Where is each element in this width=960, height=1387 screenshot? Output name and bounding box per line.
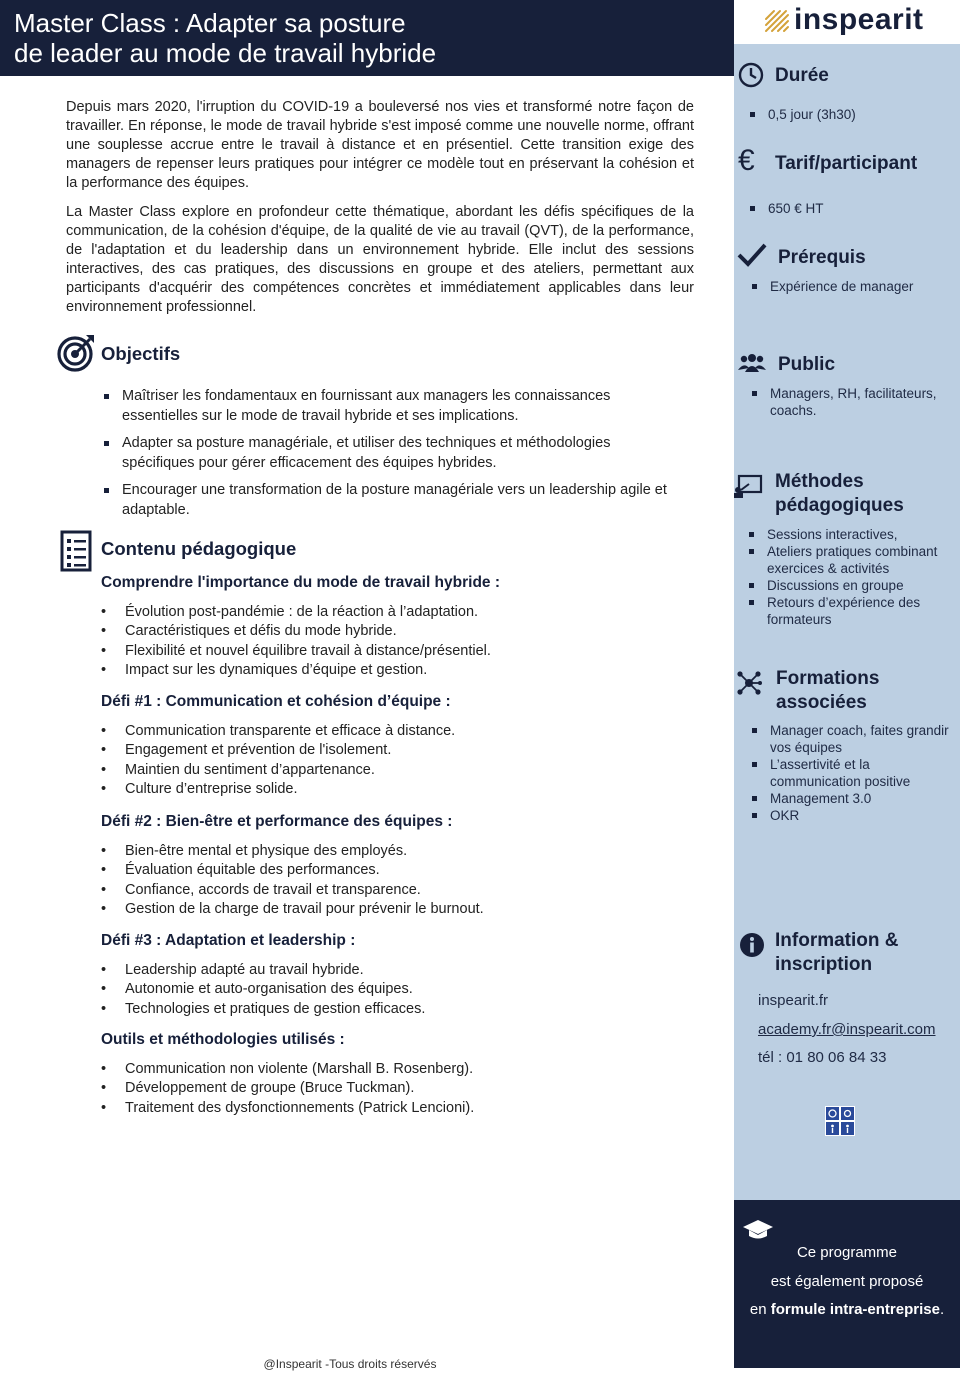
intra-line3	[734, 1301, 960, 1318]
list-item: • Culture d’entreprise solide.	[101, 780, 701, 799]
checklist-icon	[60, 530, 92, 572]
public-title: Public	[778, 354, 836, 375]
intra-line3-bold: formule intra-entreprise	[770, 1301, 940, 1318]
section-list	[101, 842, 701, 920]
info-icon	[739, 932, 765, 958]
list-item: • Autonomie et auto-organisation des équipes.	[101, 980, 701, 999]
list-item: Expérience de manager	[750, 278, 950, 295]
list-item: • Communication transparente et efficace à distance.	[101, 722, 701, 741]
tarif-title: Tarif/participant	[775, 153, 918, 174]
prerequis-list	[750, 278, 950, 295]
methodes-title-line2: pédagogiques	[775, 495, 904, 516]
methodes-title-line1: Méthodes	[775, 471, 864, 492]
list-item: • Engagement et prévention de l'isolement.	[101, 741, 701, 760]
section-title: Défi #2 : Bien-être et performance des équipes :	[101, 813, 453, 830]
teaching-board-icon	[733, 474, 763, 498]
duree-title: Durée	[775, 65, 829, 86]
public-list	[750, 385, 950, 419]
users-icon	[737, 354, 767, 374]
email-link[interactable]: academy.fr@inspearit.com	[758, 1021, 936, 1038]
list-item: Management 3.0	[750, 790, 950, 807]
section-list	[101, 603, 701, 681]
list-item: • Technologies et pratiques de gestion efficaces.	[101, 1000, 701, 1019]
list-item: 0,5 jour (3h30)	[748, 106, 948, 123]
intra-line2: est également proposé	[770, 1273, 924, 1290]
formations-title-line1: Formations	[776, 668, 880, 689]
list-item: Discussions en groupe	[747, 577, 957, 594]
page-title-line1: Master Class : Adapter sa posture	[14, 8, 406, 38]
list-item: Manager coach, faites grandir vos équipes	[750, 722, 950, 756]
list-item: • Caractéristiques et défis du mode hybride.	[101, 622, 701, 641]
tarif-list	[748, 200, 948, 217]
euro-icon: €	[738, 144, 755, 177]
list-item: • Maintien du sentiment d’appartenance.	[101, 761, 701, 780]
accessibility-icon	[825, 1106, 855, 1136]
duree-list	[748, 106, 948, 123]
list-item: • Évolution post-pandémie : de la réaction à l’adaptation.	[101, 603, 701, 622]
list-item: • Leadership adapté au travail hybride.	[101, 961, 701, 980]
intra-line1: Ce programme	[796, 1244, 898, 1261]
section-title: Outils et méthodologies utilisés :	[101, 1031, 345, 1048]
intra-entreprise-box	[734, 1200, 960, 1368]
list-item: • Développement de groupe (Bruce Tuckman).	[101, 1079, 701, 1098]
title-banner	[0, 0, 734, 76]
footer-copyright: @Inspearit -Tous droits réservés	[263, 1357, 437, 1371]
methodes-list	[747, 526, 957, 628]
graduation-cap-icon	[742, 1218, 774, 1240]
list-item: Maîtriser les fondamentaux en fournissant aux managers les connaissances essentielles sur le mode de travail hybride et ses implications.	[102, 387, 672, 426]
list-item: Encourager une transformation de la posture managériale vers un leadership agile et adaptable.	[102, 481, 672, 520]
section-title: Défi #3 : Adaptation et leadership :	[101, 932, 356, 949]
list-item: Retours d’expérience des formateurs	[747, 594, 957, 628]
checkmark-icon	[736, 242, 768, 268]
network-icon	[736, 670, 762, 696]
list-item: • Communication non violente (Marshall B. Rosenberg).	[101, 1060, 701, 1079]
formations-list	[750, 722, 950, 824]
section-title: Défi #1 : Communication et cohésion d’équipe :	[101, 693, 451, 710]
list-item: Sessions interactives,	[747, 526, 957, 543]
list-item: Ateliers pratiques combinant exercices & activités	[747, 543, 957, 577]
clock-icon	[738, 62, 764, 88]
list-item: • Flexibilité et nouvel équilibre travail à distance/présentiel.	[101, 642, 701, 661]
info-title-line1: Information &	[775, 930, 899, 951]
list-item: 650 € HT	[748, 200, 948, 217]
list-item: • Confiance, accords de travail et transparence.	[101, 881, 701, 900]
list-item: • Traitement des dysfonctionnements (Patrick Lencioni).	[101, 1099, 701, 1118]
section-list	[101, 961, 701, 1019]
target-icon	[56, 333, 96, 373]
list-item: L’assertivité et la communication positive	[750, 756, 950, 790]
list-item: OKR	[750, 807, 950, 824]
list-item: • Gestion de la charge de travail pour prévenir le burnout.	[101, 900, 701, 919]
intra-line3-suffix: .	[939, 1301, 945, 1318]
list-item: Managers, RH, facilitateurs, coachs.	[750, 385, 950, 419]
inspearit-logo-icon	[764, 9, 790, 33]
objectifs-title: Objectifs	[101, 343, 181, 364]
prerequis-title: Prérequis	[778, 247, 866, 268]
list-item: Adapter sa posture managériale, et utiliser des techniques et méthodologies spécifiques pour gérer efficacement des équipes hybrides.	[102, 434, 672, 473]
section-list	[101, 722, 701, 800]
section-list	[101, 1060, 701, 1118]
section-title: Comprendre l'importance du mode de travail hybride :	[101, 574, 501, 591]
list-item: • Impact sur les dynamiques d’équipe et gestion.	[101, 661, 701, 680]
list-item: • Évaluation équitable des performances.	[101, 861, 701, 880]
intro-paragraph-2: La Master Class explore en profondeur cette thématique, abordant les défis spécifiques de la communication, de la cohésion d'équipe, de la qualité de vie au travail (QVT), de la performance, de l'adaptation et du leadership dans un environnement hybride. Elle inclut des sessions interactives, des cas pratiques, des discussions en groupe et des ateliers, permettant aux participants d'acquérir des compétences concrètes et immédiatement applicables dans leur environnement professionnel.	[66, 204, 694, 315]
formations-title-line2: associées	[776, 692, 867, 713]
intro-paragraph-1: Depuis mars 2020, l'irruption du COVID-19 a bouleversé nos vies et transformé notre façon de travailler. En réponse, le mode de travail hybride s'est imposé comme une nouvelle norme, offrant une souplesse accrue entre le travail à distance et en présentiel. Cette transition exige des managers de repenser leurs pratiques pour intégrer ce modèle tout en préservant la cohésion et la performance des équipes.	[66, 99, 694, 191]
info-title-line2: inscription	[775, 954, 873, 975]
website-link[interactable]: inspearit.fr	[758, 992, 829, 1009]
phone-number: tél : 01 80 06 84 33	[758, 1049, 887, 1066]
contenu-title: Contenu pédagogique	[101, 538, 297, 559]
objectifs-list	[102, 387, 672, 528]
brand-name: inspearit	[794, 3, 924, 36]
page-title-line2: de leader au mode de travail hybride	[14, 38, 437, 68]
list-item: • Bien-être mental et physique des employés.	[101, 842, 701, 861]
intra-line3-prefix: en	[749, 1301, 771, 1318]
